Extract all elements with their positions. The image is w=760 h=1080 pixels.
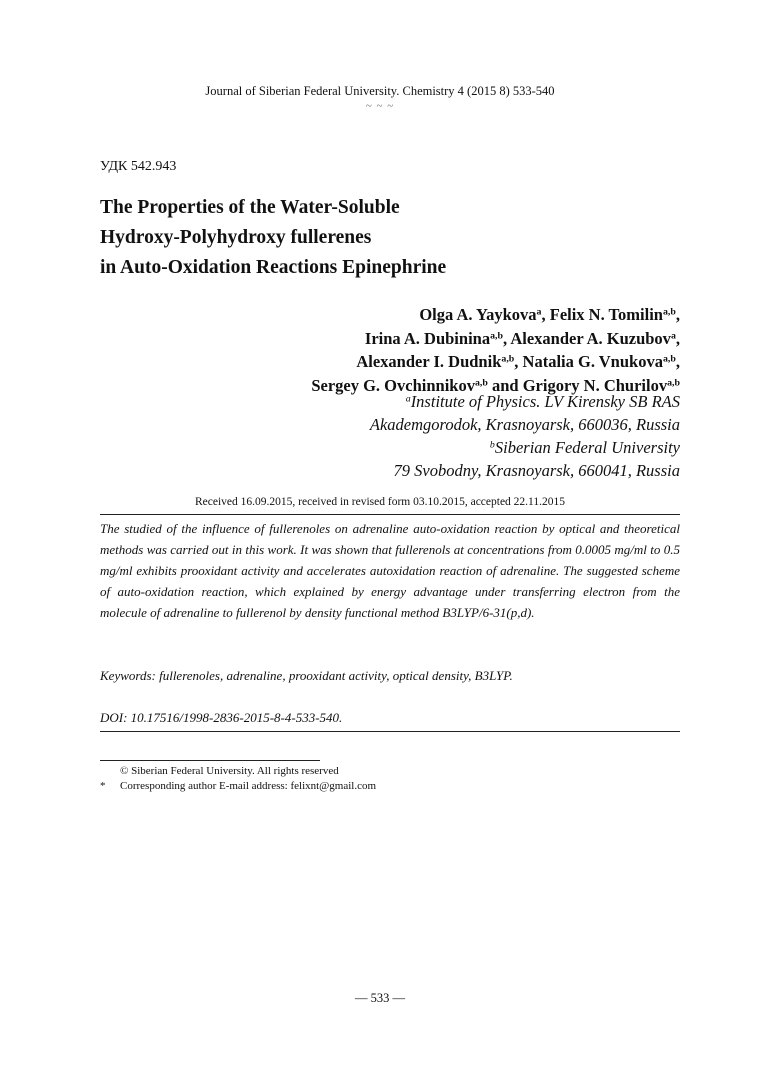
author-name: Sergey G. Ovchinnikov	[311, 375, 475, 395]
title-line: in Auto-Oxidation Reactions Epinephrine	[100, 257, 447, 278]
author-separator: and	[487, 375, 523, 395]
author-affiliation-mark: a,b	[667, 377, 680, 389]
author-name: Alexander I. Dudnik	[356, 352, 502, 371]
received-dates: Received 16.09.2015, received in revised form 03.10.2015, accepted 22.11.2015	[194, 496, 566, 508]
author-name: Natalia G. Vnukova	[522, 352, 663, 371]
footnote-corresponding	[100, 779, 376, 794]
author-affiliation-mark: a	[670, 330, 676, 342]
affiliation-line	[370, 459, 680, 482]
title-line: Hydroxy-Polyhydroxy fullerenes	[100, 227, 372, 248]
author-separator: ,	[675, 328, 680, 348]
author-affiliation-mark: a	[536, 306, 542, 318]
keywords: Keywords: fullerenoles, adrenaline, prooxidant activity, optical density, B3LYP.	[100, 668, 513, 683]
affiliation-list	[370, 390, 680, 482]
affiliation-line	[370, 390, 680, 413]
journal-header: Journal of Siberian Federal University. Chemistry 4 (2015 8) 533-540	[205, 84, 555, 98]
abstract-bottom-rule	[100, 731, 680, 732]
author-affiliation-mark: a,b	[501, 353, 515, 365]
author-separator: ,	[675, 305, 680, 324]
author-line	[311, 327, 680, 351]
author-affiliation-mark: a,b	[490, 330, 503, 342]
footnote-mark: *	[100, 780, 106, 792]
author-list	[311, 303, 680, 397]
page-number: — 533 —	[355, 991, 405, 1005]
author-separator: ,	[675, 352, 680, 371]
udk-code: УДК 542.943	[100, 159, 177, 174]
author-line	[311, 350, 680, 374]
affiliation-text: Akademgorodok, Krasnoyarsk, 660036, Russia	[369, 415, 680, 434]
author-name: Olga A. Yaykova	[419, 305, 537, 324]
author-name: Felix N. Tomilin	[549, 305, 663, 324]
author-name: Alexander A. Kuzubov	[510, 328, 671, 348]
affiliation-text: Institute of Physics. LV Kirensky SB RAS	[410, 392, 680, 411]
abstract-top-rule	[100, 514, 680, 515]
affiliation-text: Siberian Federal University	[494, 438, 680, 457]
affiliation-text: 79 Svobodny, Krasnoyarsk, 660041, Russia	[393, 461, 680, 480]
author-separator: ,	[503, 328, 511, 348]
author-line	[311, 303, 680, 327]
title-line: The Properties of the Water-Soluble	[100, 197, 400, 218]
author-separator: ,	[514, 352, 523, 371]
affiliation-line	[370, 413, 680, 436]
paper-title	[100, 193, 446, 283]
abstract-text: The studied of the influence of fullerenoles on adrenaline auto-oxidation reaction by optical and theoretical methods was carried out in this work. It was shown that fullerenols at concentrations from 0.0005 mg/ml to 0.5 mg/ml exhibits prooxidant activity and accelerates autoxidation reaction of adrenaline. The suggested scheme of auto-oxidation reaction, which explained by energy advantage under transferring electron from the molecule of adrenaline to fullerenol by density functional method B3LYP/6-31(p,d).	[100, 521, 680, 620]
author-name: Irina A. Dubinina	[364, 328, 491, 348]
footnote-copyright	[100, 764, 376, 779]
author-separator: ,	[541, 305, 550, 324]
footnotes	[100, 764, 376, 794]
affiliation-mark: a	[405, 393, 411, 405]
affiliation-line	[370, 436, 680, 459]
footnote-text: Corresponding author E-mail address: felixnt@gmail.com	[120, 780, 377, 792]
affiliation-mark: b	[489, 439, 495, 451]
author-affiliation-mark: a,b	[474, 377, 488, 389]
author-name: Grigory N. Churilov	[522, 375, 668, 395]
author-affiliation-mark: a,b	[662, 306, 676, 318]
footnote-rule	[100, 760, 320, 761]
footnote-text: © Siberian Federal University. All rights reserved	[120, 765, 339, 777]
author-affiliation-mark: a,b	[662, 353, 676, 365]
header-ornament: ~ ~ ~	[365, 100, 395, 112]
doi: DOI: 10.17516/1998-2836-2015-8-4-533-540.	[100, 710, 343, 725]
